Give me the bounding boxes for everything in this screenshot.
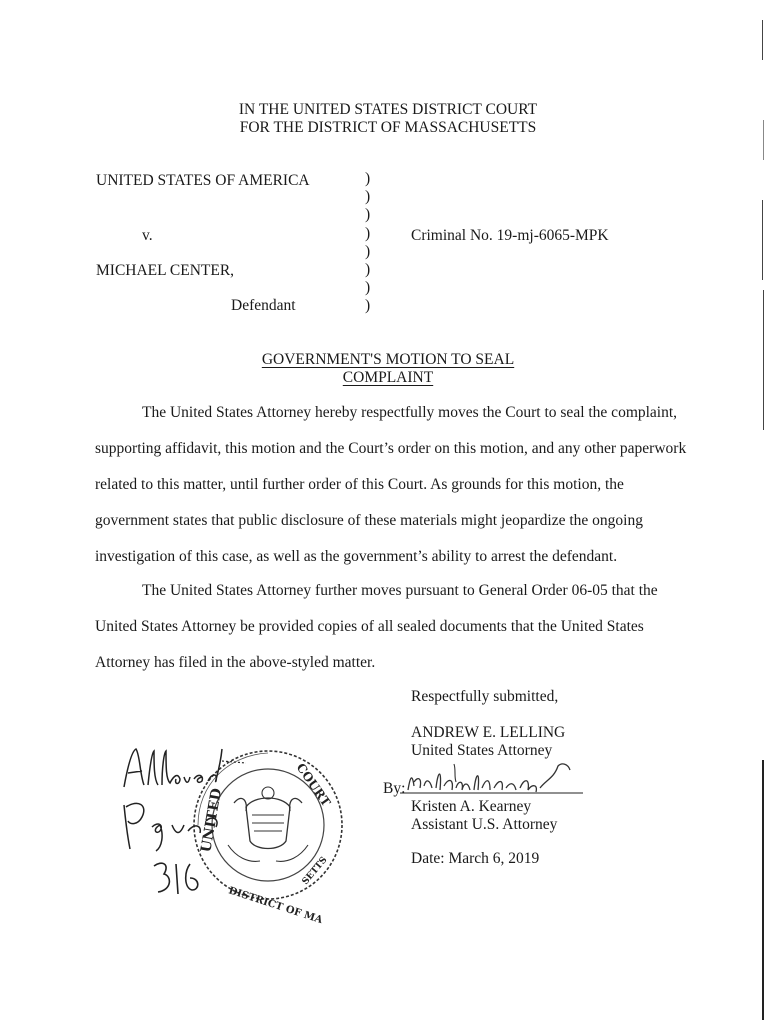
caption-paren: ) <box>365 279 371 297</box>
kearney-signature <box>398 760 588 800</box>
caption-paren: ) <box>365 188 371 206</box>
body-line: related to this matter, until further order of this Court. As grounds for this motion, the <box>95 476 624 493</box>
svg-text:UNITED: UNITED <box>198 787 226 854</box>
signer-title: Assistant U.S. Attorney <box>411 816 558 833</box>
body-paragraph-2 <box>95 573 695 681</box>
handwritten-initials <box>118 795 228 855</box>
court-name-line1: IN THE UNITED STATES DISTRICT COURT <box>238 101 538 118</box>
caption-paren: ) <box>365 224 371 242</box>
caption-paren: ) <box>365 297 371 315</box>
plaintiff-name: UNITED STATES OF AMERICA <box>96 172 310 189</box>
caption-paren: ) <box>365 170 371 187</box>
body-line: The United States Attorney hereby respectfully moves the Court to seal the complaint, <box>142 404 678 421</box>
by-label: By: <box>383 780 406 797</box>
case-number: Criminal No. 19-mj-6065-MPK <box>411 227 609 244</box>
closing: Respectfully submitted, <box>411 688 559 705</box>
body-line: Attorney has filed in the above-styled matter. <box>95 654 376 671</box>
body-line: government states that public disclosure of these materials might jeopardize the ongoing <box>95 512 643 529</box>
caption-paren: ) <box>365 261 371 279</box>
attorney-title: United States Attorney <box>411 742 553 759</box>
signature-date: Date: March 6, 2019 <box>411 850 540 867</box>
scan-edge-mark <box>762 200 763 280</box>
scan-edge-mark <box>762 20 763 60</box>
motion-title-line1: GOVERNMENT'S MOTION TO SEAL <box>261 351 515 368</box>
attorney-name: ANDREW E. LELLING <box>411 724 566 741</box>
body-paragraph-1 <box>95 395 695 575</box>
body-line: The United States Attorney further moves pursuant to General Order 06-05 that the <box>142 582 658 599</box>
defendant-role: Defendant <box>231 297 296 314</box>
svg-text:SETTS: SETTS <box>300 855 330 887</box>
handwritten-allowed <box>118 745 248 795</box>
scan-edge-mark <box>762 760 764 1020</box>
handwritten-date <box>150 858 210 900</box>
defendant-name: MICHAEL CENTER, <box>96 262 235 279</box>
motion-title-line2: COMPLAINT <box>342 369 434 386</box>
svg-text:DISTRICT OF MA: DISTRICT OF MA <box>227 885 324 927</box>
versus-label: v. <box>142 227 153 244</box>
body-line: investigation of this case, as well as the government’s ability to arrest the defendant. <box>95 548 618 565</box>
caption-parentheses <box>365 170 370 316</box>
svg-text:COURT: COURT <box>293 760 334 809</box>
signer-name: Kristen A. Kearney <box>411 798 532 815</box>
body-line: supporting affidavit, this motion and the Court’s order on this motion, and any other paperwork <box>95 440 687 457</box>
caption-paren: ) <box>365 242 371 260</box>
body-line: United States Attorney be provided copies of all sealed documents that the United States <box>95 618 644 635</box>
court-name-line2: FOR THE DISTRICT OF MASSACHUSETTS <box>239 119 537 136</box>
caption-paren: ) <box>365 206 371 224</box>
